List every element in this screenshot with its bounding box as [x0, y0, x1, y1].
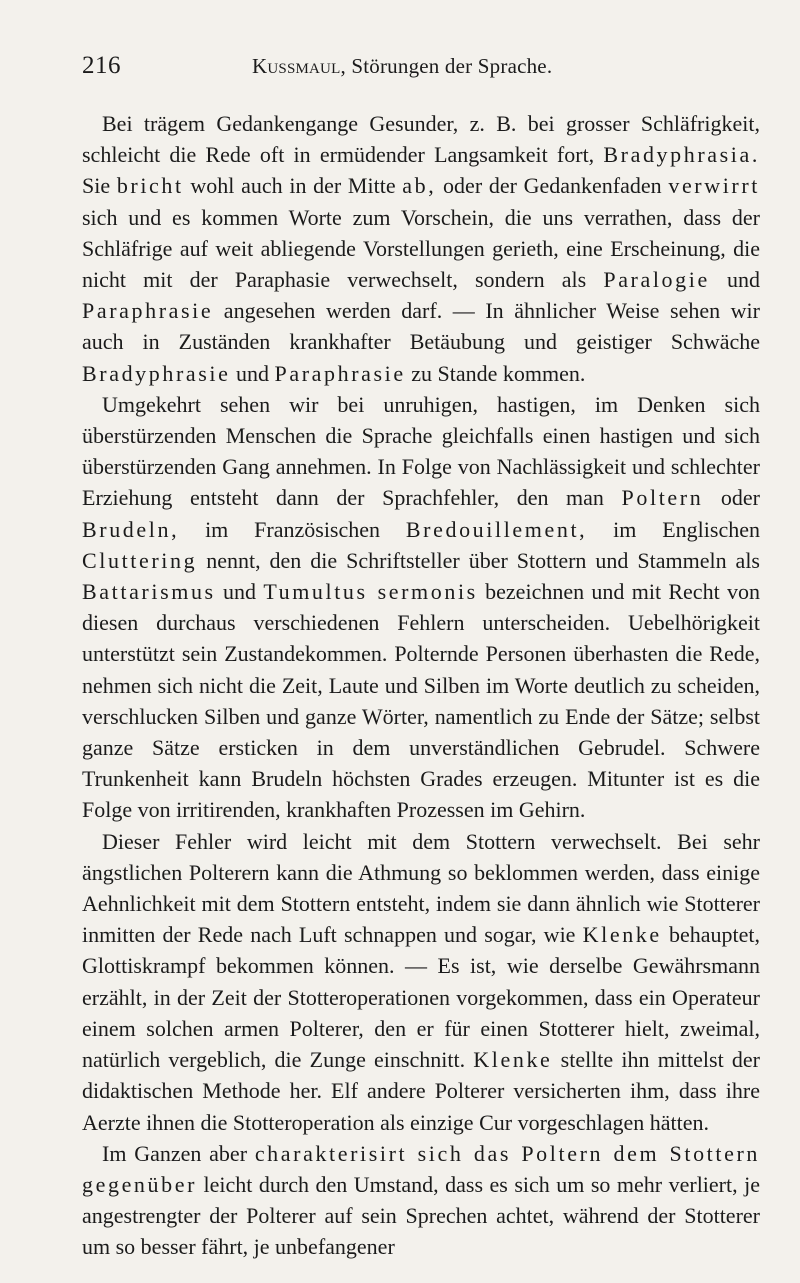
- author-name: Kussmaul,: [252, 54, 346, 78]
- text-run: bezeichnen und mit Recht von diesen durchaus verschiedenen Fehlern unterscheiden. Uebelhörigkeit unterstützt sein Zustandekommen. Polternde Personen überhasten die Rede, nehmen sich nicht die Zeit, Laute und Silben im Worte deutlich zu scheiden, verschlucken Silben und ganze Wörter, namentlich zu Ende der Sätze; selbst ganze Sätze ersticken in dem unverständlichen Gebrudel. Schwere Trunkenheit kann Brudeln höchsten Grades erzeugen. Mitunter ist es die Folge von irritirenden, krankhaften Prozessen im Gehirn.: [82, 579, 760, 823]
- spaced-term: Bradyphrasie: [82, 360, 231, 386]
- spaced-term: Bradyphrasia.: [603, 142, 760, 168]
- text-run: zu Stande kommen.: [405, 360, 586, 386]
- text-run: im Französischen: [179, 516, 406, 542]
- spaced-term: Paraphrasie: [274, 360, 406, 386]
- text-run: und: [709, 267, 760, 293]
- paragraph: [82, 108, 760, 389]
- text-run: wohl auch in der Mitte: [183, 173, 403, 199]
- text-run: oder der Gedankenfaden: [436, 173, 669, 199]
- text-run: leicht durch den Umstand, dass es sich um so mehr verliert, je angestrengter der Polterer auf sein Sprechen achtet, während der Stotterer um so besser fährt, je unbefangener: [82, 1171, 760, 1260]
- spaced-term: Cluttering: [82, 547, 198, 573]
- text-run: behauptet, Glottiskrampf bekommen können. — Es ist, wie derselbe Gewährsmann erzählt, in der Zeit der Stotteroperationen vorgekommen, dass ein Operateur einem solchen armen Polterer, den er für einen Stotterer hielt, zweimal, natürlich vergeblich, die Zunge einschnitt.: [82, 922, 760, 1073]
- running-title: [252, 54, 552, 79]
- text-run: im Englischen: [587, 516, 760, 542]
- text-run: und: [230, 360, 275, 386]
- paragraph: [82, 389, 760, 826]
- running-head: [82, 52, 760, 92]
- spaced-term: Paralogie: [603, 267, 710, 293]
- text-run: Im Ganzen aber: [102, 1140, 255, 1166]
- spaced-term: bricht: [116, 173, 184, 199]
- text-run: und: [215, 579, 264, 605]
- text-run: nennt, den die Schriftsteller über Stottern und Stammeln als: [197, 547, 760, 573]
- spaced-term: charakterisirt sich das Poltern dem Stottern gegenüber: [82, 1140, 760, 1197]
- page-number: 216: [82, 52, 121, 79]
- text-run: Bei trägem Gedankengange Gesunder, z. B. bei grosser Schläfrigkeit, schleicht die Rede oft in ermüdender Langsamkeit fort,: [82, 111, 760, 168]
- spaced-term: Battarismus: [82, 579, 216, 605]
- text-run: Dieser Fehler wird leicht mit dem Stottern verwechselt. Bei sehr ängstlichen Polterern kann die Athmung so beklommen werden, dass einige Aehnlichkeit mit dem Stottern entsteht, indem sie dann ähnlich wie Stotterer inmitten der Rede nach Luft schnappen und sogar, wie: [82, 828, 760, 948]
- spaced-term: ab,: [402, 173, 437, 199]
- text-run: sich und es kommen Worte zum Vorschein, die uns verrathen, dass der Schläfrige auf weit abliegende Vorstellungen gerieth, eine Erscheinung, die nicht mit der Paraphasie verwechselt, sondern als: [82, 204, 760, 293]
- paragraph: [82, 1138, 760, 1263]
- text-run: Sie: [82, 173, 117, 199]
- text-run: Umgekehrt sehen wir bei unruhigen, hastigen, im Denken sich überstürzenden Menschen die Sprache gleichfalls einen hastigen und sich überstürzenden Gang annehmen. In Folge von Nachlässigkeit und schlechter Erziehung entsteht dann der Sprachfehler, den man: [82, 391, 760, 511]
- spaced-term: Klenke: [582, 922, 662, 948]
- chapter-title: Störungen der Sprache.: [345, 54, 553, 78]
- paragraph: [82, 826, 760, 1138]
- spaced-term: Brudeln,: [82, 516, 180, 542]
- spaced-term: Poltern: [621, 485, 704, 511]
- text-run: oder: [703, 485, 761, 511]
- spaced-term: Tumultus sermonis: [263, 579, 478, 605]
- text-run: stellte ihn mittelst der didaktischen Methode her. Elf andere Polterer versicherten ihm, dass ihre Aerzte ihnen die Stotteroperation als einzige Cur vorgeschlagen hätten.: [82, 1047, 761, 1135]
- spaced-term: Paraphrasie: [82, 298, 214, 324]
- spaced-term: Bredouillement,: [405, 516, 588, 542]
- body-text: [82, 108, 760, 1263]
- spaced-term: verwirrt: [668, 173, 760, 199]
- text-run: angesehen werden darf. — In ähnlicher Weise sehen wir auch in Zuständen krankhafter Betäubung und geistiger Schwäche: [82, 298, 760, 355]
- spaced-term: Klenke: [473, 1047, 553, 1073]
